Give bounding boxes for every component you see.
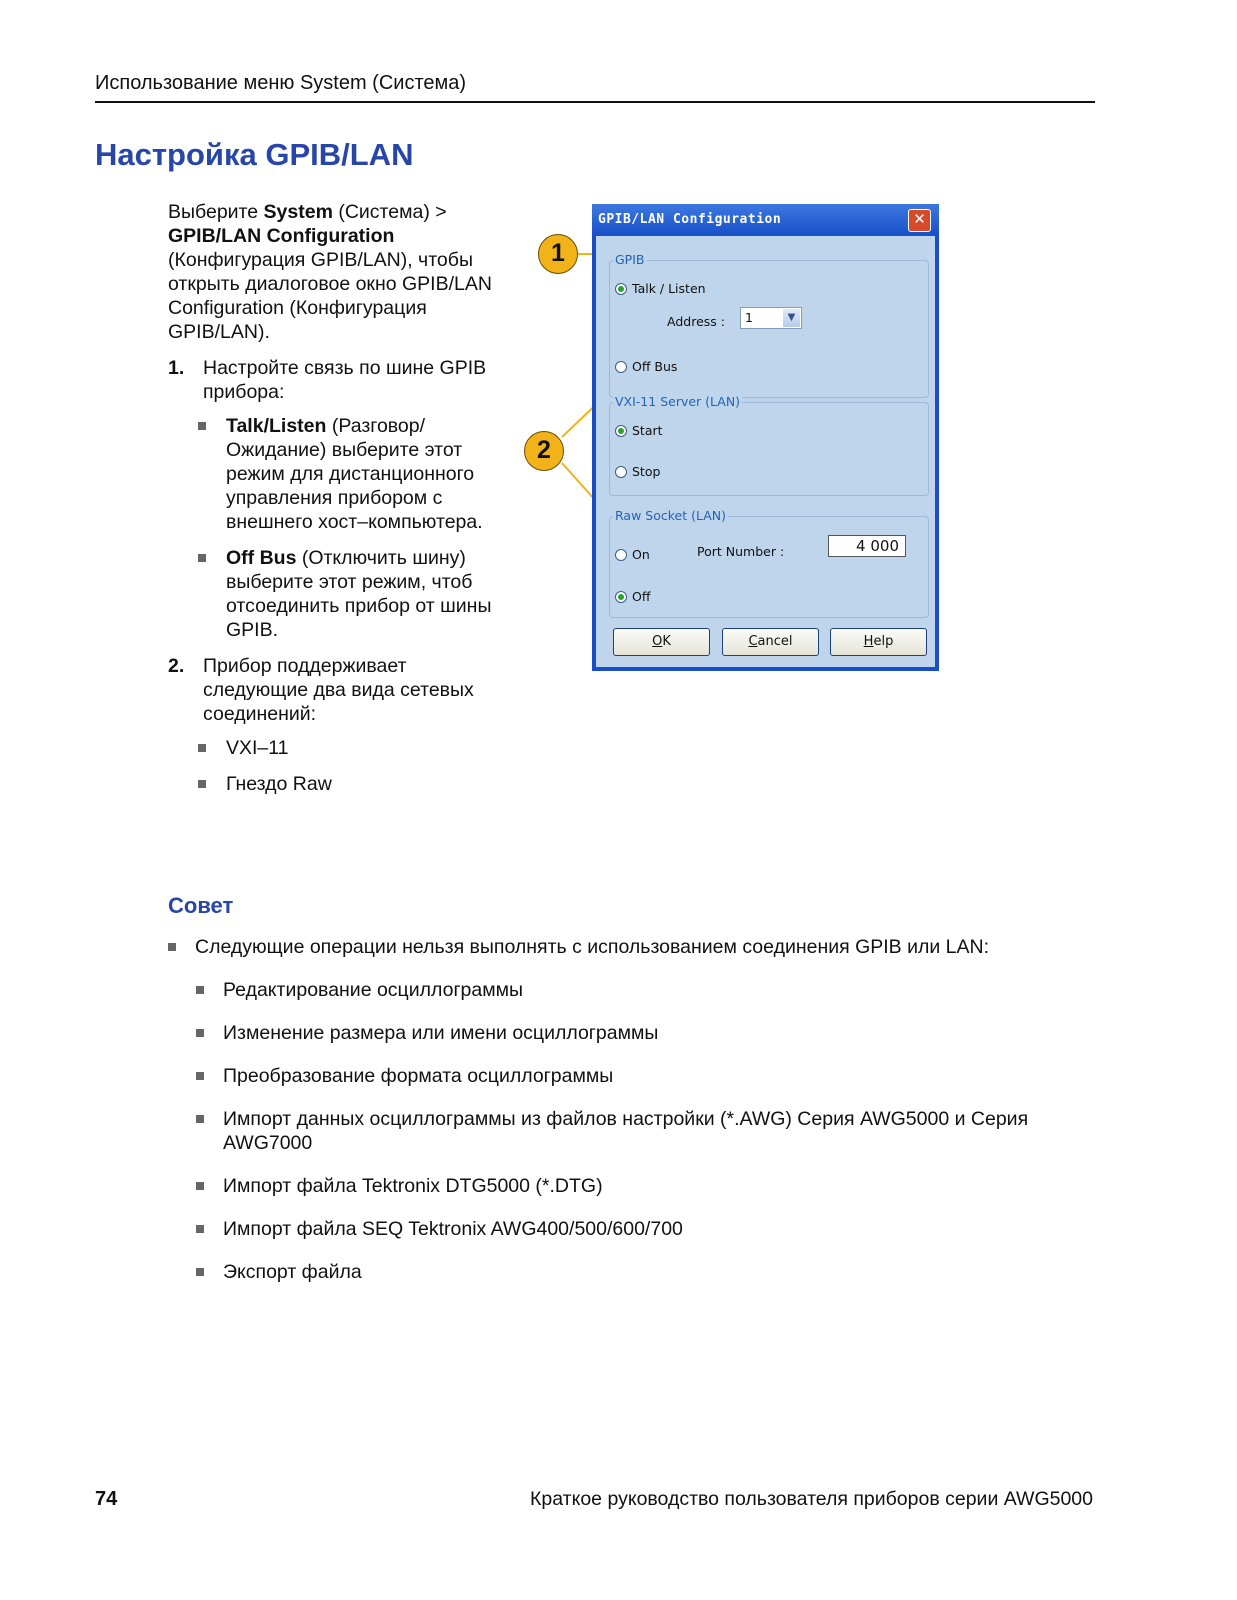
bullet-text: (Отключить шину) выберите этот режим, чтоб отсоединить прибор от шины GPIB. [226,547,492,641]
bullet-text: VXI–11 [226,737,289,759]
on-label: On [632,547,650,562]
intro-text-3: (Конфигурация GPIB/LAN), чтобы открыть диалоговое окно GPIB/LAN Configuration (Конфигурация GPIB/LAN). [168,249,492,343]
radio-unselected-icon [615,466,627,478]
bullet-square-icon [196,1268,204,1276]
intro-gpib-conf: GPIB/LAN Configuration [168,225,395,247]
help-button[interactable]: Help [830,628,927,656]
page-number: 74 [95,1488,118,1510]
port-number-input[interactable]: 4 000 [828,535,906,557]
dialog-client [596,236,935,667]
bullet-bold: Talk/Listen [226,415,327,437]
step-text: Настройте связь по шине GPIB прибора: [203,357,487,403]
bullet-square-icon [196,1029,204,1037]
talk-listen-label: Talk / Listen [632,281,706,296]
port-number-label: Port Number : [697,544,785,559]
radio-unselected-icon [615,361,627,373]
off-bus-label: Off Bus [632,359,678,374]
footer-text: Краткое руководство пользователя приборов серии AWG5000 [530,1488,1093,1510]
tip-item: Импорт данных осциллограммы из файлов настройки (*.AWG) Серия AWG5000 и Серия AWG7000 [168,1107,1088,1155]
radio-unselected-icon [615,549,627,561]
dialog-titlebar[interactable] [592,204,939,236]
intro-text-1: Выберите [168,201,264,223]
gpib-legend: GPIB [615,252,645,267]
tip-intro [168,935,1088,959]
off-radio[interactable] [615,589,650,604]
raw-socket-group [609,516,929,618]
bullet-square-icon [196,1115,204,1123]
bullet-square-icon [196,986,204,994]
raw-socket-legend: Raw Socket (LAN) [615,508,726,523]
tip-item: Редактирование осциллограммы [168,978,1088,1002]
running-header: Использование меню System (Система) [95,72,467,94]
bullet-bold: Off Bus [226,547,297,569]
intro-text-2: (Система) > [332,201,447,223]
bullet-text: (Разговор/Ожидание) выберите этот режим для дистанционного управления прибором с внешнего хост–компьютера. [226,415,483,533]
bullet-square-icon [196,1072,204,1080]
radio-selected-icon [615,283,627,295]
tip-intro-text: Следующие операции нельзя выполнять с использованием соединения GPIB или LAN: [195,936,990,958]
vxi-legend: VXI-11 Server (LAN) [615,394,741,409]
callout-1: 1 [538,234,578,274]
radio-selected-icon [615,425,627,437]
on-radio[interactable] [615,547,650,562]
stop-label: Stop [632,464,661,479]
dialog-title: GPIB/LAN Configuration [598,212,782,227]
bullet-text: Гнездо Raw [226,773,332,795]
cancel-button[interactable]: Cancel [722,628,819,656]
tip-list [168,935,1088,1303]
step-text: Прибор поддерживает следующие два вида сетевых соединений: [203,655,474,725]
close-button[interactable]: ✕ [908,209,931,232]
stop-radio[interactable] [615,464,660,479]
step-number: 1. [168,357,185,379]
chevron-down-icon[interactable]: ▼ [783,309,800,327]
address-label: Address : [667,314,725,329]
tip-item: Экспорт файла [168,1260,1088,1284]
bullet-square-icon [196,1225,204,1233]
start-radio[interactable] [615,423,663,438]
tip-title: Совет [168,893,234,918]
off-label: Off [632,589,651,604]
tip-item: Импорт файла SEQ Tektronix AWG400/500/600/700 [168,1217,1088,1241]
step-number: 2. [168,655,185,677]
talk-listen-radio[interactable] [615,281,706,296]
tip-item: Импорт файла Tektronix DTG5000 (*.DTG) [168,1174,1088,1198]
ok-button[interactable]: OK [613,628,710,656]
address-value: 1 [745,310,753,325]
intro-system: System [263,201,333,223]
callout-2: 2 [524,431,564,471]
vxi-group [609,402,929,496]
section-title: Настройка GPIB/LAN [95,137,414,172]
start-label: Start [632,423,663,438]
bullet-square-icon [168,943,176,951]
off-bus-radio[interactable] [615,359,677,374]
address-select[interactable] [740,307,802,329]
radio-selected-icon [615,591,627,603]
bullet-square-icon [196,1182,204,1190]
tip-item: Преобразование формата осциллограммы [168,1064,1088,1088]
tip-item: Изменение размера или имени осциллограммы [168,1021,1088,1045]
gpib-lan-dialog [592,204,939,671]
